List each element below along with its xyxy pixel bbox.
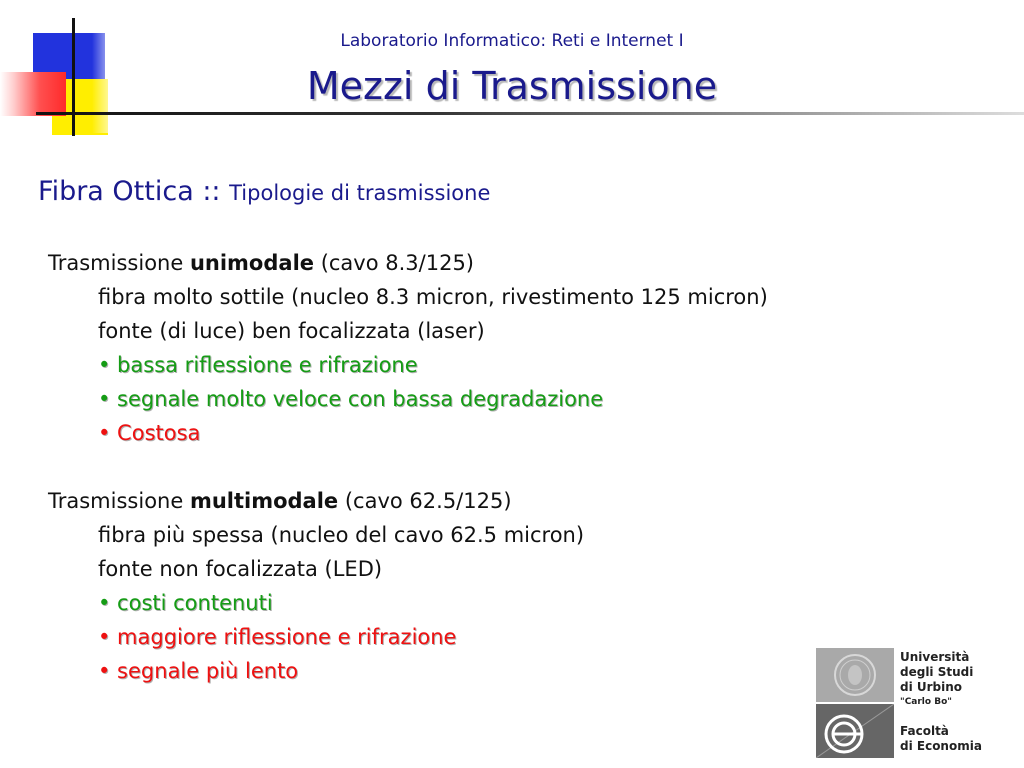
unimodale-detail: fibra molto sottile (nucleo 8.3 micron, rivestimento 125 micron) xyxy=(98,285,768,309)
university-seal-icon xyxy=(816,648,894,702)
economia-e-icon xyxy=(816,704,894,758)
spacer xyxy=(48,450,768,484)
unimodale-heading xyxy=(48,246,768,280)
unimodale-bullet: • Costosa xyxy=(98,421,201,445)
multimodale-detail: fibra più spessa (nucleo del cavo 62.5 micron) xyxy=(98,523,585,547)
multimodale-detail: fonte non focalizzata (LED) xyxy=(98,557,383,581)
multimodale-suffix: (cavo 62.5/125) xyxy=(338,489,512,513)
title-underline xyxy=(36,112,1024,115)
slide-subtitle: Laboratorio Informatico: Reti e Internet I xyxy=(340,31,684,51)
unimodale-bold: unimodale xyxy=(189,251,315,275)
section-heading-sub: Tipologie di trasmissione xyxy=(229,181,491,205)
multimodale-prefix: Trasmissione xyxy=(48,489,190,513)
unimodale-bullet: • segnale molto veloce con bassa degradazione xyxy=(98,387,604,411)
multimodale-bullet: • segnale più lento xyxy=(98,659,299,683)
unimodale-bullet: • bassa riflessione e rifrazione xyxy=(98,353,418,377)
university-line: Università xyxy=(900,650,970,664)
university-name xyxy=(900,650,973,710)
multimodale-bold: multimodale xyxy=(189,489,339,513)
multimodale-bullet: • maggiore riflessione e rifrazione xyxy=(98,625,457,649)
university-logo xyxy=(816,648,996,758)
slide-body xyxy=(48,246,768,688)
unimodale-detail: fonte (di luce) ben focalizzata (laser) xyxy=(98,319,485,343)
university-line: di Urbino xyxy=(900,680,963,694)
faculty-name xyxy=(900,724,982,754)
faculty-line: Facoltà xyxy=(900,724,949,738)
slide-title: Mezzi di Trasmissione xyxy=(306,64,718,108)
faculty-line: di Economia xyxy=(900,739,982,753)
multimodale-heading xyxy=(48,484,768,518)
multimodale-bullet: • costi contenuti xyxy=(98,591,273,615)
unimodale-prefix: Trasmissione xyxy=(48,251,190,275)
university-line: "Carlo Bo" xyxy=(900,697,952,707)
university-line: degli Studi xyxy=(900,665,974,679)
section-heading-main: Fibra Ottica :: xyxy=(38,176,221,207)
section-heading xyxy=(38,176,490,207)
unimodale-suffix: (cavo 8.3/125) xyxy=(314,251,474,275)
